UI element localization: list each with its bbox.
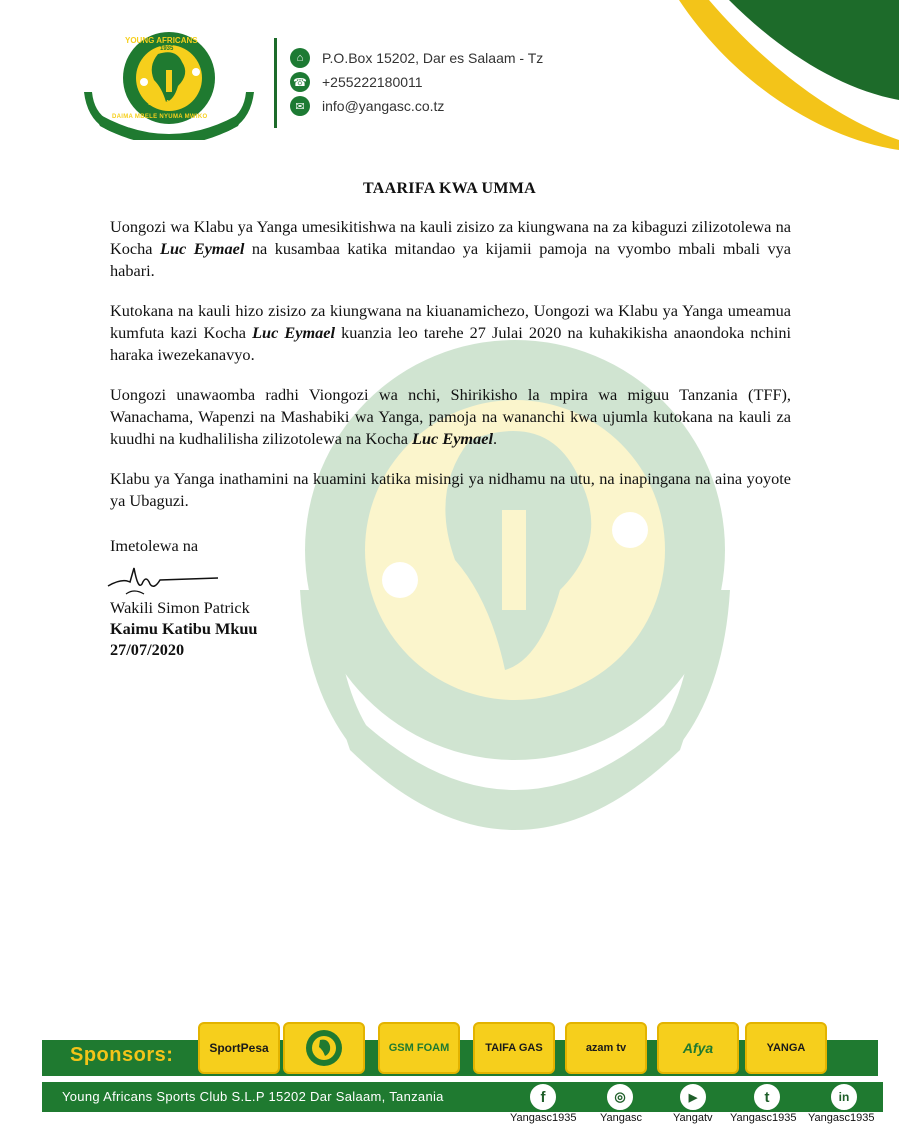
p3-text-b: . — [492, 429, 498, 448]
instagram-handle: Yangasc — [600, 1112, 642, 1124]
contact-email[interactable] — [290, 96, 444, 116]
logo-country: TANZANIA — [147, 100, 183, 107]
youtube-icon[interactable]: ▶ — [678, 1082, 708, 1112]
p1-text-b: na kusambaa katika mitandao ya kijamii pamoja na vyombo mbali mbali vya habari. — [110, 239, 792, 280]
sponsor-afya[interactable]: Afya — [657, 1022, 739, 1074]
sponsor-azam-tv[interactable]: azam tv — [565, 1022, 647, 1074]
email-icon: ✉ — [290, 96, 310, 116]
facebook-handle: Yangasc1935 — [510, 1112, 577, 1124]
sponsor-taifa-gas[interactable]: TAIFA GAS — [473, 1022, 555, 1074]
paragraph-1 — [110, 216, 791, 282]
logo-top-text: YOUNG AFRICANS — [125, 36, 198, 45]
paragraph-2 — [110, 300, 791, 366]
p2-coach-name: Luc Eymael — [252, 323, 336, 342]
linkedin-handle: Yangasc1935 — [808, 1112, 875, 1124]
paragraph-4: Klabu ya Yanga inathamini na kuamini katika misingi ya nidhamu na utu, na inapingana na aina yoyote ya Ubaguzi. — [110, 469, 791, 510]
p2-text-a: Kutokana na kauli hizo zisizo za kiungwana na kiuanamichezo, Uongozi wa Klabu ya Yanga umeamua kumfuta kazi Kocha — [110, 301, 791, 342]
signatory-position: Kaimu Katibu Mkuu — [110, 619, 258, 638]
p3-text-a: Uongozi unawaomba radhi Viongozi wa nchi, Shirikisho la mpira wa miguu Tanzania (TFF), Wanachama, Wapenzi na Mashabiki wa Yanga, pamoja na wananchi kwa ujumla kutokana na kauli za kuudhi na kudhalilisha zilizotolewa na Kocha — [110, 385, 791, 448]
contact-address — [290, 48, 543, 68]
phone-icon: ☎ — [290, 72, 310, 92]
document-date: 27/07/2020 — [110, 640, 185, 659]
footer-address: Young Africans Sports Club S.L.P 15202 Dar Salaam, Tanzania — [62, 1089, 444, 1104]
contact-phone — [290, 72, 423, 92]
issued-by: Imetolewa na — [110, 536, 199, 555]
paragraph-3 — [110, 384, 791, 450]
youtube-handle: Yangatv — [673, 1112, 713, 1124]
p1-coach-name: Luc Eymael — [160, 239, 245, 258]
sponsor-gsm-foam[interactable]: GSM FOAM — [378, 1022, 460, 1074]
contact-email-text[interactable]: info@yangasc.co.tz — [322, 98, 445, 114]
logo-motto: DAIMA MBELE NYUMA MWIKO — [112, 114, 208, 120]
sponsor-yanga[interactable]: YANGA — [745, 1022, 827, 1074]
club-crest-icon — [304, 1028, 344, 1068]
sponsors-label: Sponsors: — [70, 1044, 174, 1066]
contact-phone-text: +255222180011 — [322, 74, 423, 90]
location-icon: ⌂ — [290, 48, 310, 68]
twitter-handle: Yangasc1935 — [730, 1112, 797, 1124]
sponsor-club-crest[interactable] — [283, 1022, 365, 1074]
p1-text-a: Uongozi wa Klabu ya Yanga umesikitishwa na kauli zisizo za kiungwana na za kibaguzi zilizotolewa na Kocha — [110, 217, 791, 258]
signature — [104, 560, 224, 600]
logo-year: 1935 — [160, 46, 174, 52]
corner-swoosh — [539, 0, 899, 150]
linkedin-icon[interactable]: in — [829, 1082, 859, 1112]
p2-text-b: kuanzia leo tarehe 27 Julai 2020 na kuhakikisha anaondoka nchini haraka iwezekanavyo. — [110, 323, 792, 364]
facebook-icon[interactable]: f — [528, 1082, 558, 1112]
contact-address-text: P.O.Box 15202, Dar es Salaam - Tz — [322, 50, 544, 66]
instagram-icon[interactable]: ◎ — [605, 1082, 635, 1112]
header-divider — [274, 38, 277, 128]
signatory-name: Wakili Simon Patrick — [110, 598, 250, 617]
document-title: TAARIFA KWA UMMA — [362, 180, 537, 197]
twitter-icon[interactable]: t — [752, 1082, 782, 1112]
p3-coach-name: Luc Eymael — [412, 429, 493, 448]
sponsor-sportpesa[interactable]: SportPesa — [198, 1022, 280, 1074]
